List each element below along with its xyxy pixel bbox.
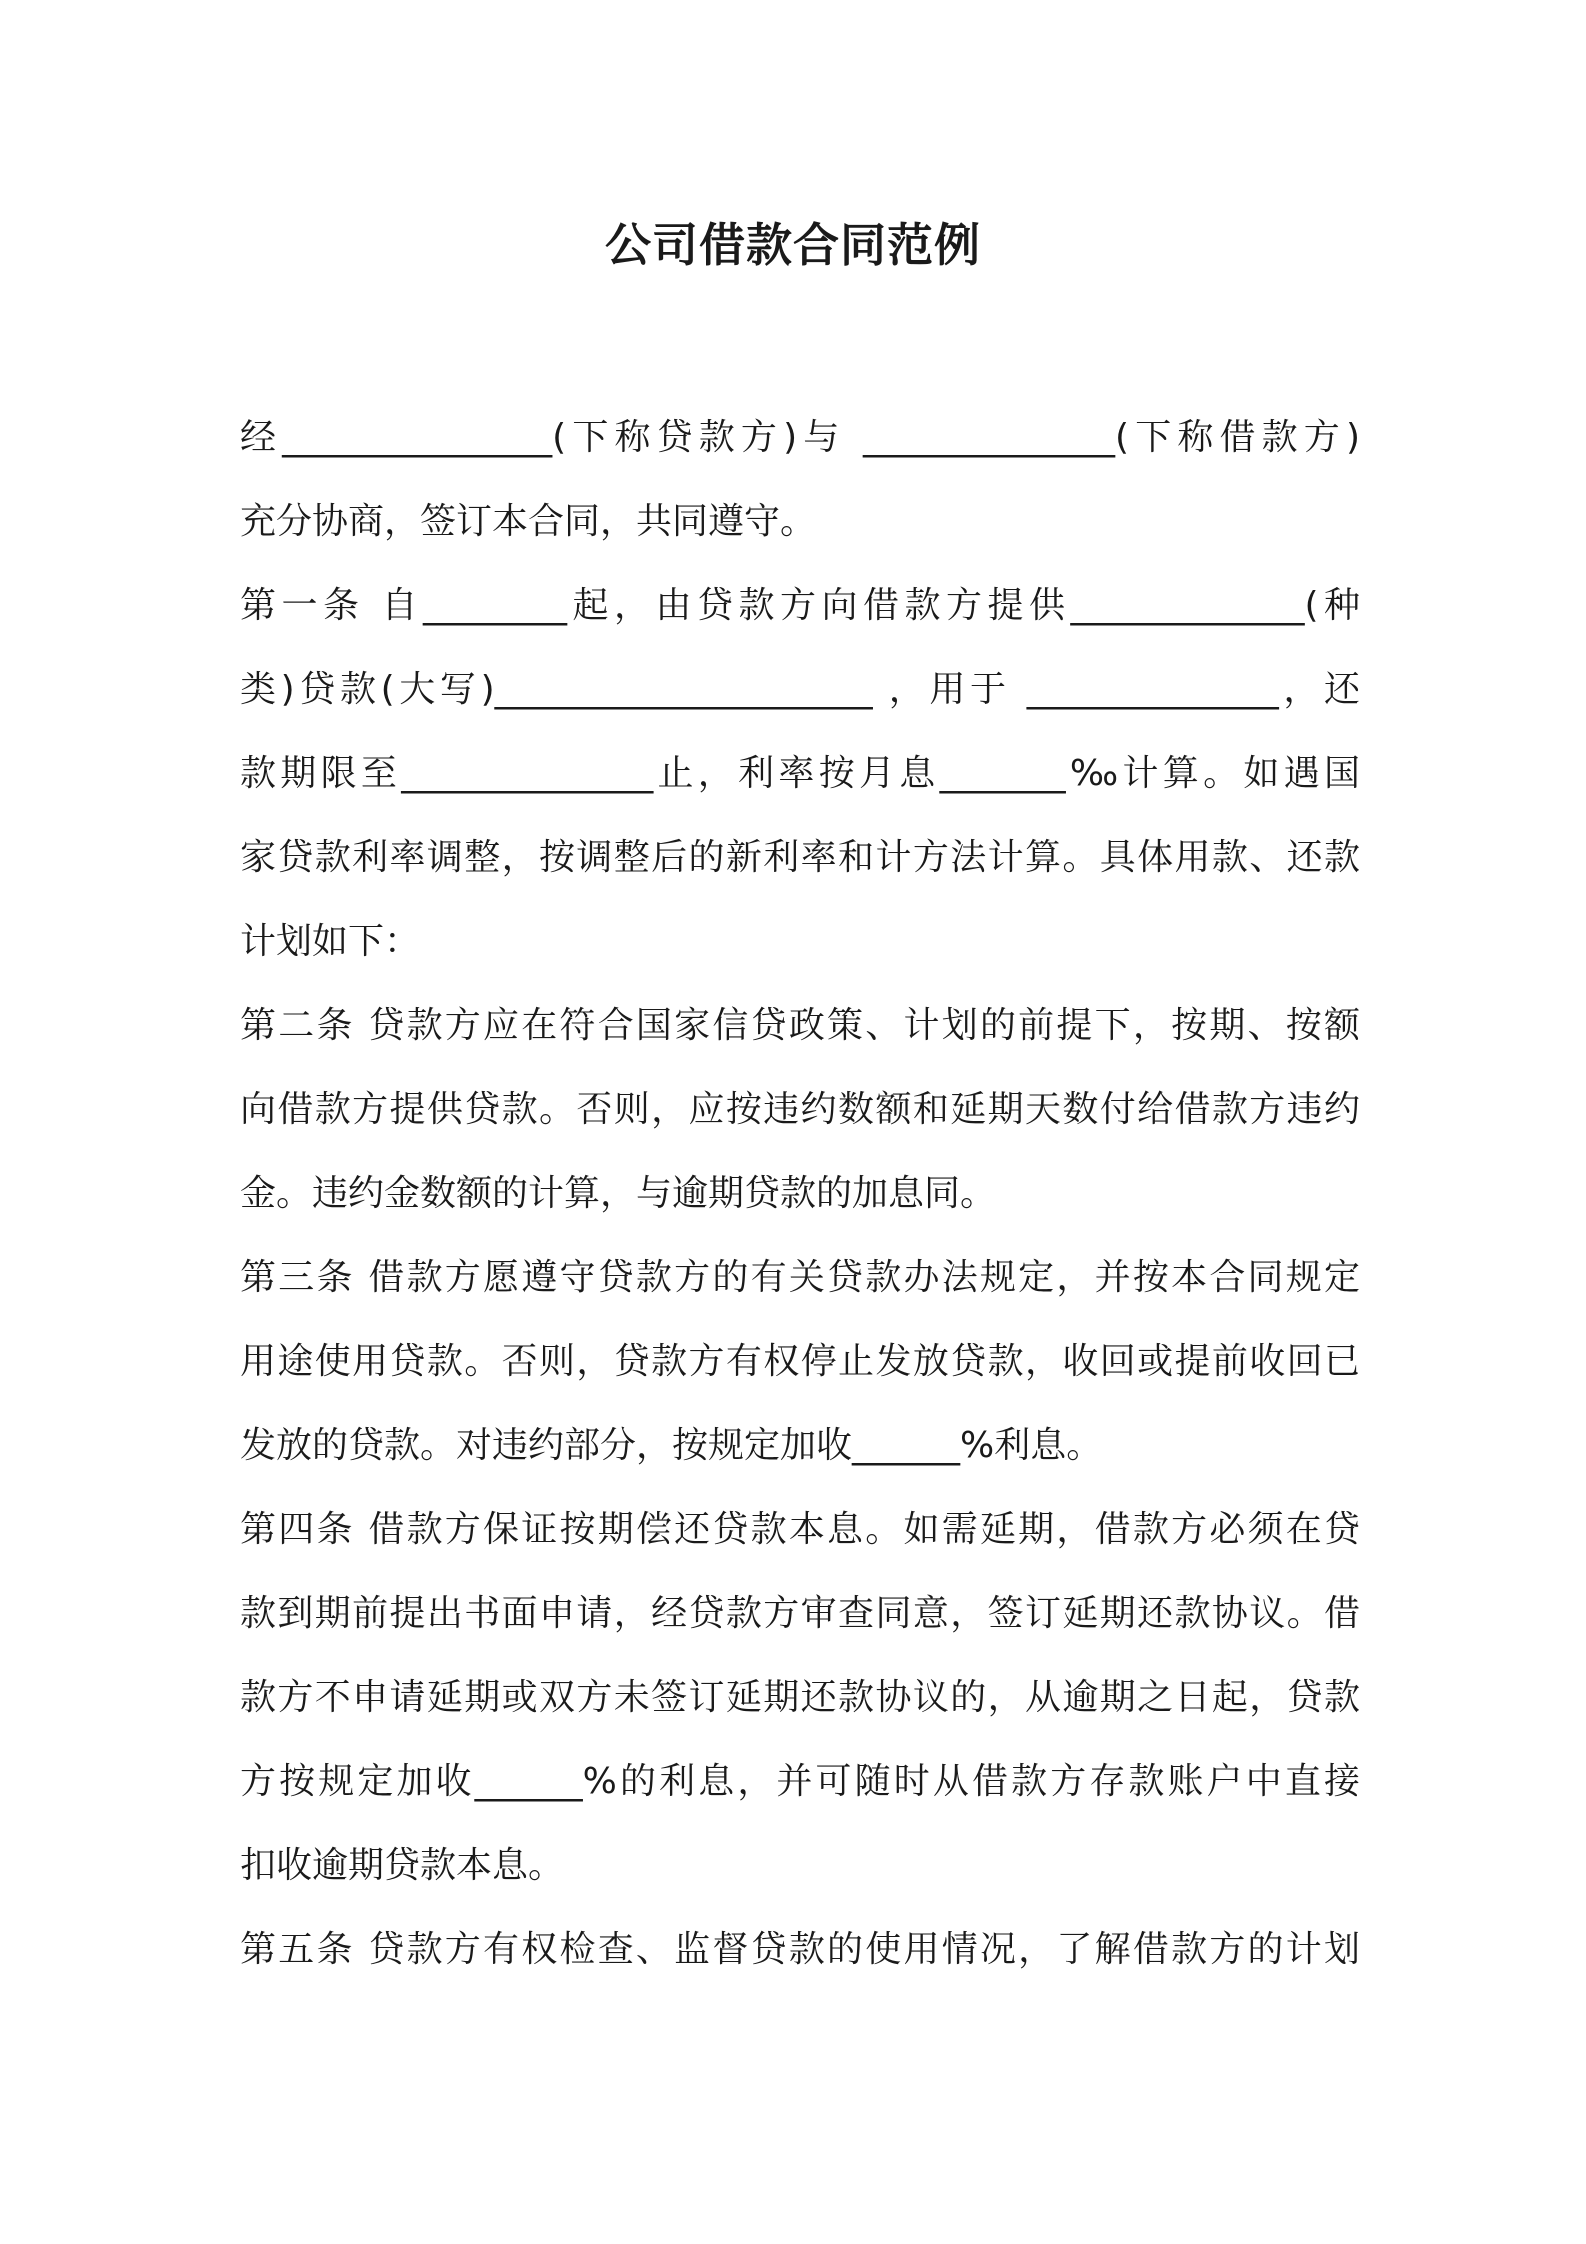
document-title: 公司借款合同范例 — [605, 218, 981, 272]
body-line: 第三条 借款方愿遵守贷款方的有关贷款办法规定，并按本合同规定 — [240, 1257, 1360, 1298]
body-line: 经_______________(下称贷款方)与 ______________(下称借款方) — [240, 417, 1360, 458]
body-line: 第二条 贷款方应在符合国家信贷政策、计划的前提下，按期、按额 — [240, 1005, 1360, 1046]
body-line: 款方不申请延期或双方未签订延期还款协议的，从逾期之日起，贷款 — [240, 1677, 1360, 1718]
body-line: 金。违约金数额的计算，与逾期贷款的加息同。 — [240, 1173, 997, 1214]
body-line: 发放的贷款。对违约部分，按规定加收______%利息。 — [240, 1425, 1103, 1466]
body-line: 款期限至______________止，利率按月息_______‰计算。如遇国 — [240, 753, 1360, 794]
body-line: 款到期前提出书面申请，经贷款方审查同意，签订延期还款协议。借 — [240, 1593, 1360, 1634]
body-line: 扣收逾期贷款本息。 — [240, 1845, 565, 1886]
document-body — [240, 396, 1360, 1992]
body-line: 充分协商，签订本合同，共同遵守。 — [240, 501, 817, 542]
body-line: 方按规定加收______%的利息，并可随时从借款方存款账户中直接 — [240, 1761, 1360, 1802]
body-line: 计划如下： — [240, 921, 421, 962]
body-line: 类)贷款(大写)_____________________ ，用于 ______________，还 — [240, 669, 1360, 710]
body-line: 用途使用贷款。否则，贷款方有权停止发放贷款，收回或提前收回已 — [240, 1341, 1360, 1382]
body-line: 第一条 自________起，由贷款方向借款方提供_____________(种 — [240, 585, 1360, 626]
body-line: 家贷款利率调整，按调整后的新利率和计方法计算。具体用款、还款 — [240, 837, 1360, 878]
body-line: 第五条 贷款方有权检查、监督贷款的使用情况，了解借款方的计划 — [240, 1929, 1360, 1970]
body-line: 向借款方提供贷款。否则，应按违约数额和延期天数付给借款方违约 — [240, 1089, 1360, 1130]
body-line: 第四条 借款方保证按期偿还贷款本息。如需延期，借款方必须在贷 — [240, 1509, 1360, 1550]
